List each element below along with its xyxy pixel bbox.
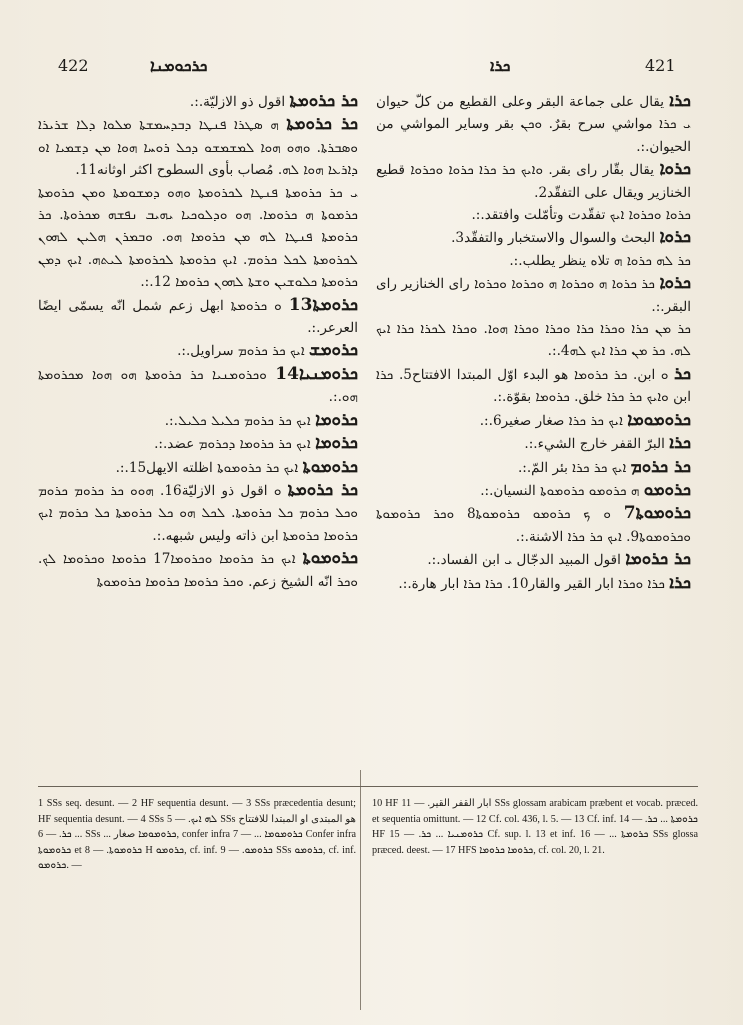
entry-text: ܐܝܟ ܟܪ ܟܪܐ صغار صغير6.:.	[479, 412, 623, 429]
footnote-divider	[360, 770, 361, 1010]
entry-headword: ܟܪܘܐ	[659, 227, 691, 248]
entry-headword: ܟܪܘܡܘ	[643, 479, 691, 500]
footnotes-right: 10 HF ابار القفر القير. — 11 SSs glossam arabicam præbent et vocab. præced. et sequentia omittunt. — 12 Cf. col. 436, l. 5. — 13 Cf. inf. ܟܪܘܡܬܐ ... ܟܪ. — 14 HF ܟܪܘܡܢܝܐ ... ܟܪ. — 15 Cf. sup. l. 13 et inf. ܟܪܘܡܬܐ ... — 16 SSs glossa præced. deest. — 17 HFS ܟܪܘܡܐ ܟܪܘܡܐ, cf. col. 20, l. 21.	[372, 798, 699, 856]
dictionary-entry	[376, 272, 691, 318]
entry-headword: ܟܪܐ	[669, 433, 691, 454]
dictionary-entry	[376, 572, 691, 595]
entry-text: ܟܪܐ ܘܟܪܐ ابار القير والقار10. ܟܪܐ ܟܪܐ ابار هارة.:.	[398, 575, 665, 592]
dictionary-entry	[376, 250, 691, 272]
entry-headword: ܟܪܘܡܘܬܐ7	[623, 503, 691, 524]
dictionary-entry	[38, 294, 358, 340]
dictionary-entry	[38, 479, 358, 547]
dictionary-entry	[38, 547, 358, 593]
dictionary-entry	[376, 479, 691, 502]
dictionary-entry	[376, 363, 691, 409]
dictionary-entry	[376, 226, 691, 249]
entry-text: ܟܪ ܟܪܘܐ ܗ ܘܟܪܘܐ ܗ ܘܟܪܘܐ ܘܟܪܘܐ راى الخنازير راى البقر.:.	[376, 276, 691, 315]
dictionary-entry	[376, 456, 691, 479]
entry-text: ܘ ܟ ܟܪܘܡܘ ܟܪܘܡܘܬܐ8 ܘܟܪ ܟܪܘܡܘܬܐ ܘܟܪܘܡܘܬܐ9. ܐܝܟ ܟܪ ܟܪܐ الاشنة.:.	[376, 506, 691, 545]
dictionary-entry	[376, 409, 691, 432]
entry-text: ܘ ابن. ܟܪ ܟܪܘܡܐ هو البدء اوّل المبتدا الافتتاح5. ܟܪܐ ابن ܘܐܝܟ ܟܪ ܟܪܐ خلق. ܟܪܘܡܐ بقوّة.:.	[376, 366, 691, 406]
right-column	[376, 90, 691, 595]
dictionary-entry	[376, 548, 691, 571]
entry-text: ܐܝܟ ܟܪ ܟܪܘܡ ܟܠܝܠ ܟܠܝܠ.:.	[164, 412, 311, 429]
entry-text: ܐܝܟ ܟܪ ܟܪܘܡ سراويل.:.	[177, 343, 305, 360]
entry-headword: ܟܪܘܡܫ	[309, 340, 358, 361]
entry-headword: ܟܪܘܡܬܐ13	[288, 294, 359, 315]
entry-headword: ܟܪܘܡܘܡܐ	[627, 409, 691, 430]
dictionary-entry	[38, 409, 358, 432]
left-page-number: 422	[58, 56, 89, 75]
dictionary-entry	[376, 158, 691, 204]
dictionary-entry	[38, 90, 358, 113]
dictionary-entry	[38, 113, 358, 181]
entry-headword: ܟܪܘܡܘܬܐ	[302, 548, 358, 569]
footnotes-left: 1 SSs seq. desunt. — 2 HF sequentia desunt. — 3 SSs præcedentia desunt; HF sequentia desunt. — 4 SSs ܠܗ ܐܝܟ. — 5 SSs هو المبتدى او المبتدا للافتتاح ... ܟܪ. — 6 SSs ... ܟܪܘܡܘܡܐ صغار, confer infra ܟܪܘܡܘܡܐ ... — 7 Confer infra ܟܪܘܡܘܬܐ et ܟܪܘܡܘܬܐ. — 8 H ܟܪܘܡܘ, cf. inf. ܟܪܘܡܘ. — 9 SSs ܟܪܘܡܘ, cf. inf. ܟܪܘܡܘ. —	[38, 798, 357, 872]
entry-headword: ܟܪܘܡܘܬܐ	[302, 456, 358, 477]
entry-headword: ܟܪܘܡܐ	[315, 409, 358, 430]
dictionary-entry	[38, 363, 358, 409]
entry-text: يقال على جماعة البقر وعلى القطيع من كلّ حيوان ܝ ܟܪܐ مواشي سرح بقرٌ. ܘܟܢ بقر وساير المواشي من الحيوان.:.	[376, 94, 691, 155]
dictionary-entry	[38, 432, 358, 455]
entry-headword: ܟܪ ܟܪܘܡ	[630, 456, 691, 477]
entry-text: ܘ اقول ذو الازليّة16. ܗܘܘ ܟܪ ܟܪܘܡ ܟܪܘܡ ܘܟܠ ܟܪܘܡ ܟܠ ܟܪܘܡܬܐ. ܠܟܠ ܗܘ ܟܠ ܟܪܘܡܬܐ ܟܠ ܟܪܘܡ ܐܝܟ ܟܪܘܡܐ ܟܪܘܡܬܐ ابن ذاته وليس شبهه.:.	[38, 482, 358, 544]
entry-text: ܐܝܟ ܟܪ ܟܪܘܡܐ ܕܟܪܘܡ عضد.:.	[154, 436, 311, 453]
footnote-rule	[38, 786, 698, 787]
dictionary-entry	[38, 182, 358, 294]
entry-text: ܟܪ ܡܢ ܟܪܐ ܘܟܪܐ ܟܪܐ ܘܟܪܐ ܘܟܪܐ ܗܘܐ. ܘܟܪܐ ܠܟܪܐ ܟܪܐ ܐܝܟ ܠܗ. ܟܪ ܡܢ ܟܪܐ ܐܝܟ ܠܗ4.:.	[376, 321, 691, 360]
entry-headword: ܟܪ ܟܪܘܡܐ	[625, 549, 691, 570]
left-page-title: ܟܪܟܘܡܢܐ	[150, 56, 208, 75]
dictionary-entry	[376, 90, 691, 158]
dictionary-entry	[38, 339, 358, 362]
entry-headword: ܟܪܘܡܐ	[315, 433, 358, 454]
entry-text: يقال بقّار راى بقر. ܘܐܝܟ ܟܪ ܟܪܐ ܟܪܘܐ ܘܟܪܘܐ قطيع الخنازير ويقال على التفقّد2.	[376, 162, 691, 201]
entry-text: اقول ذو الازليّة.:.	[189, 94, 286, 110]
entry-text: اقول المبيد الدجّال ܝ ابن الفساد.:.	[427, 552, 621, 569]
entry-text: ܐܝܟ ܟܪ ܟܪܐ بئر المّ.:.	[517, 459, 627, 476]
entry-headword: ܟܪܐ	[669, 91, 691, 111]
dictionary-entry	[38, 456, 358, 479]
entry-text: ܟܪ ܠܗ ܟܪܘܐ ܗ تلاه ينظر يطلب.:.	[509, 252, 691, 269]
left-column	[38, 90, 358, 593]
dictionary-entry	[376, 318, 691, 363]
entry-headword: ܟܪ ܟܪܘܡܬܐ	[286, 114, 358, 135]
entry-text: ܗ ܣܛܪܐ ܦܢܛܐ ܕܒܕܚܡܫܬܐ ܡܠܘܐ ܕܠܐ ܫܪܝܪܐ ܘܣܒܪܬܐ. ܘܗܘ ܗܘܐ ܠܡܫܡܫܘ ܕܟܠ ܪܘܚܐ ܗܘܐ ܡܢ ܕܫܡܝܐ ܐܘ ܕܐܪܥܐ ܗܘܐ ܠܗ. مُصاب بأوى السطوح اكثر اوثانه11.	[38, 117, 358, 179]
entry-text: ܗ ܟܪܘܡܘ ܟܪܘܡܘܬܐ النسيان.:.	[480, 482, 640, 499]
dictionary-entry	[376, 204, 691, 226]
entry-text: البرّ القفر خارج الشيء.:.	[524, 436, 665, 453]
entry-text: ܐܝܟ ܟܪ ܟܪܘܡܘܬܐ اظلته الايهل15.:.	[115, 459, 299, 476]
entry-text: البحث والسوال والاستخبار والتفقّد3.	[451, 230, 656, 247]
entry-headword: ܟܪܘܐ	[659, 273, 691, 294]
right-page-title: ܟܪܐ	[490, 56, 511, 75]
entry-headword: ܟܪܘܡܢܝܐ14	[275, 363, 358, 384]
entry-headword: ܟܪ	[674, 363, 691, 384]
entry-headword: ܟܪ ܟܪܘܡܬܐ	[289, 91, 358, 111]
right-page-number: 421	[645, 56, 676, 75]
entry-text: ܘܟܪܘܡܢܝܐ ܟܪ ܟܪܘܡܬܐ ܗܘ ܗܘܐ ܡܟܪܘܡܬܐ ܗܘ.:.	[38, 366, 358, 406]
entry-text: ܐܝܟ ܟܪ ܟܪܘܡܐ ܘܟܪܘܡܐ17 ܟܪܘܡܐ ܘܟܪܘܡܐ ܠܟ. ܘܟܪ انّه الشيخ زعم. ܘܟܪ ܟܪܘܡܐ ܟܪܘܡܐ ܟܪܘܡܘܬܐ	[38, 551, 358, 590]
dictionary-entry	[376, 502, 691, 548]
entry-headword: ܟܪܘܐ	[659, 159, 691, 180]
entry-text: ܟܪܘܐ ܘܟܪܘܐ ܐܝܟ تفقّدت وتأمّلت وافتقد.:.	[471, 207, 691, 224]
entry-headword: ܟܪ ܟܪܘܡܬܐ	[287, 479, 358, 500]
entry-headword: ܟܪܐ	[669, 572, 691, 593]
entry-text: ܝ ܟܪ ܟܪܘܡܬܐ ܦܢܛܐ ܠܟܪܘܡܬܐ ܘܗܘ ܕܡܫܘܡܬܐ ܘܡܢ ܟܪܘܡܬܐ ܟܪܡܘܬܐ ܗ ܟܪܘܡܐ. ܗܘ ܘܕܠܘܟܝܐ ܝܗܝܒ ܢܦܫܗ ܡܟܪܘܬܐ. ܟܪ ܟܪܘܡܬܐ ܦܢܛܐ ܠܗ ܡܢ ܟܪܘܡܐ ܗܘ. ܘܒܡܪܢ ܗܠܝܢ ܠܗܘܢ ܠܟܪܘܡܬܐ ܠܟܠ ܟܪܘܡ. ܐܝܟ ܟܪܘܡܬܐ ܠܟܪܘܡܬܐ ܠܝܬܗ. ܐܝܟ ܕܡܢ ܟܪܘܡܬܐ ܟܠܘܫܝܢ ܘܫܬܐ ܠܗܘܢ ܟܪܘܡܐ 12.:.	[38, 184, 358, 291]
entry-text: ܘ ܟܪܘܡܬܐ ابهل زعم شمل انّه يسمّى ايضًا العرعر.:.	[38, 297, 358, 337]
dictionary-entry	[376, 432, 691, 455]
